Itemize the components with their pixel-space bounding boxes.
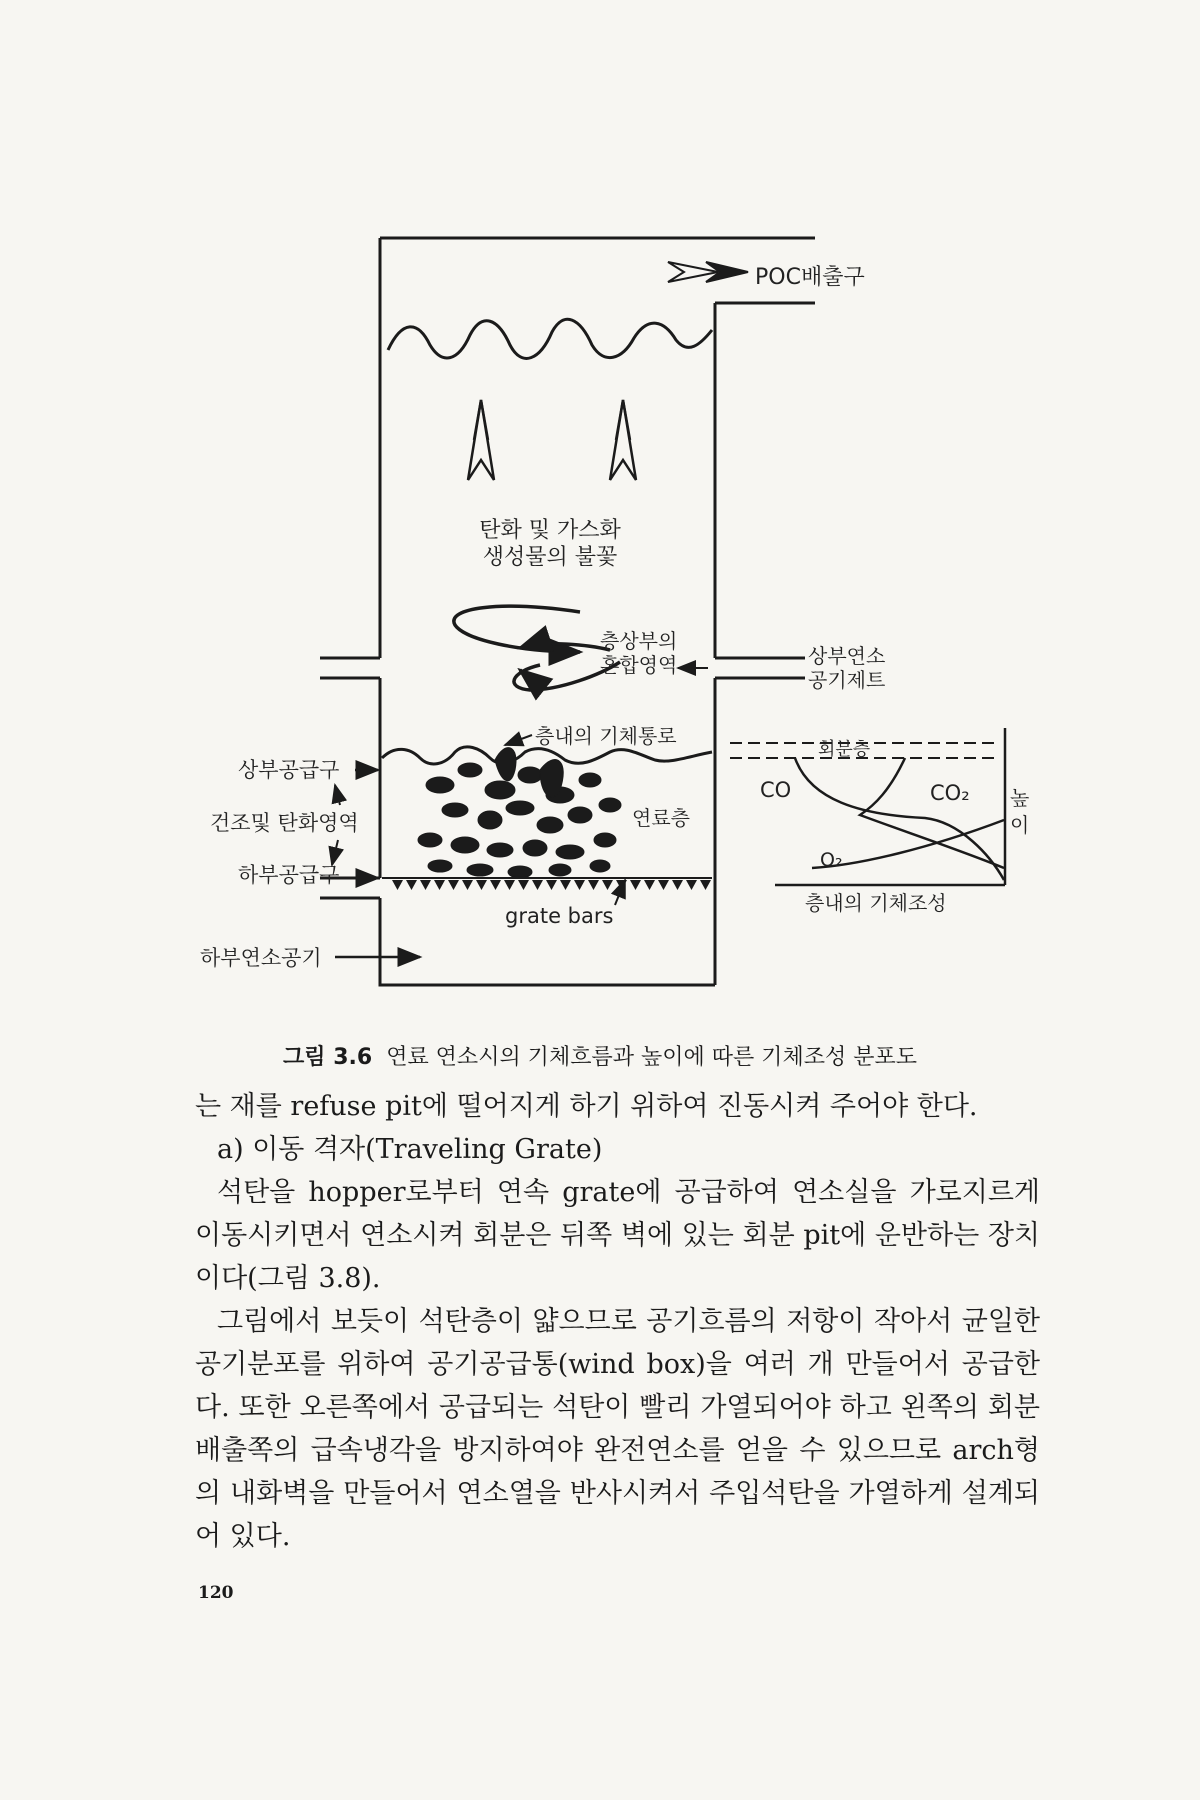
grate-bar: [490, 880, 501, 890]
height-label-1: 높: [1010, 786, 1030, 810]
grate-bar: [518, 880, 529, 890]
co-label: CO: [760, 778, 792, 802]
grate-bars-label: grate bars: [505, 904, 614, 928]
flame-label-2: 생성물의 불꽃: [482, 545, 618, 570]
grate-bar: [448, 880, 459, 890]
paragraph-1: 석탄을 hopper로부터 연속 grate에 공급하여 연소실을 가로지르게 이동시키면서 연소시켜 회분은 뒤쪽 벽에 있는 회분 pit에 운반하는 장치이다(그림 3.8).: [195, 1177, 1040, 1294]
grate-bars: [382, 878, 712, 890]
grate-bar: [504, 880, 515, 890]
body-text: [195, 1085, 1040, 1558]
gas-path-label: 층내의 기체통로: [535, 724, 677, 748]
lower-supply-label: 하부공급구: [238, 863, 340, 887]
bed-surface: [382, 747, 712, 764]
fuel-bed-label: 연료층: [632, 806, 690, 830]
outlet-arrow-icon: [668, 262, 748, 282]
grate-bar: [406, 880, 417, 890]
grate-bar: [630, 880, 641, 890]
grate-bar: [658, 880, 669, 890]
ash-layer-label: 회분층: [818, 739, 871, 760]
grate-bar: [462, 880, 473, 890]
grate-bar: [560, 880, 571, 890]
grate-bar: [700, 880, 711, 890]
fuel-bed: [418, 748, 621, 878]
body-line-1: 는 재를 refuse pit에 떨어지게 하기 위하여 진동시켜 주어야 한다.: [195, 1091, 978, 1122]
up-arrow-icon: [468, 400, 636, 480]
under-air-label: 하부연소공기: [200, 946, 322, 970]
upper-supply-label: 상부공급구: [238, 758, 340, 782]
o2-label: O₂: [820, 849, 843, 871]
grate-bar: [532, 880, 543, 890]
grate-bar: [546, 880, 557, 890]
grate-bar: [686, 880, 697, 890]
grate-bar: [392, 880, 403, 890]
flame-label-1: 탄화 및 가스화: [479, 518, 621, 543]
grate-bar: [588, 880, 599, 890]
grate-bar: [476, 880, 487, 890]
section-heading: a) 이동 격자(Traveling Grate): [217, 1134, 603, 1165]
height-label-2: 이: [1010, 813, 1030, 837]
upper-air-label-1: 상부연소: [808, 644, 886, 668]
gas-composition-label: 층내의 기체조성: [805, 891, 947, 915]
grate-bar: [574, 880, 585, 890]
grate-bar: [672, 880, 683, 890]
figure-number: 그림 3.6: [283, 1045, 373, 1070]
figure-caption: [0, 1040, 1200, 1071]
grate-bar: [644, 880, 655, 890]
page-number: 120: [198, 1583, 234, 1603]
flame-wave: [388, 319, 712, 358]
mixing-label-2: 혼합영역: [600, 653, 678, 677]
figure-caption-text: 연료 연소시의 기체흐름과 높이에 따른 기체조성 분포도: [386, 1045, 917, 1070]
grate-bar: [434, 880, 445, 890]
grate-bar: [420, 880, 431, 890]
mixing-label-1: 층상부의: [600, 629, 678, 653]
poc-outlet-label: POC배출구: [755, 265, 865, 290]
swirl-arrows: [454, 606, 620, 690]
grate-bar: [602, 880, 613, 890]
paragraph-2: 그림에서 보듯이 석탄층이 얇으므로 공기흐름의 저항이 작아서 균일한 공기분포를 위하여 공기공급통(wind box)을 여러 개 만들어서 공급한다. 또한 오른쪽에서 공급되는 석탄이 빨리 가열되어야 하고 왼쪽의 회분 배출쪽의 급속냉각을 방지하여야 완전연소를 얻을 수 있으므로 arch형의 내화벽을 만들어서 연소열을 반사시켜서 주입석탄을 가열하게 설계되어 있다.: [195, 1306, 1040, 1552]
upper-air-label-2: 공기제트: [808, 668, 886, 692]
dry-zone-label: 건조및 탄화영역: [210, 811, 359, 835]
co2-label: CO₂: [930, 781, 970, 805]
